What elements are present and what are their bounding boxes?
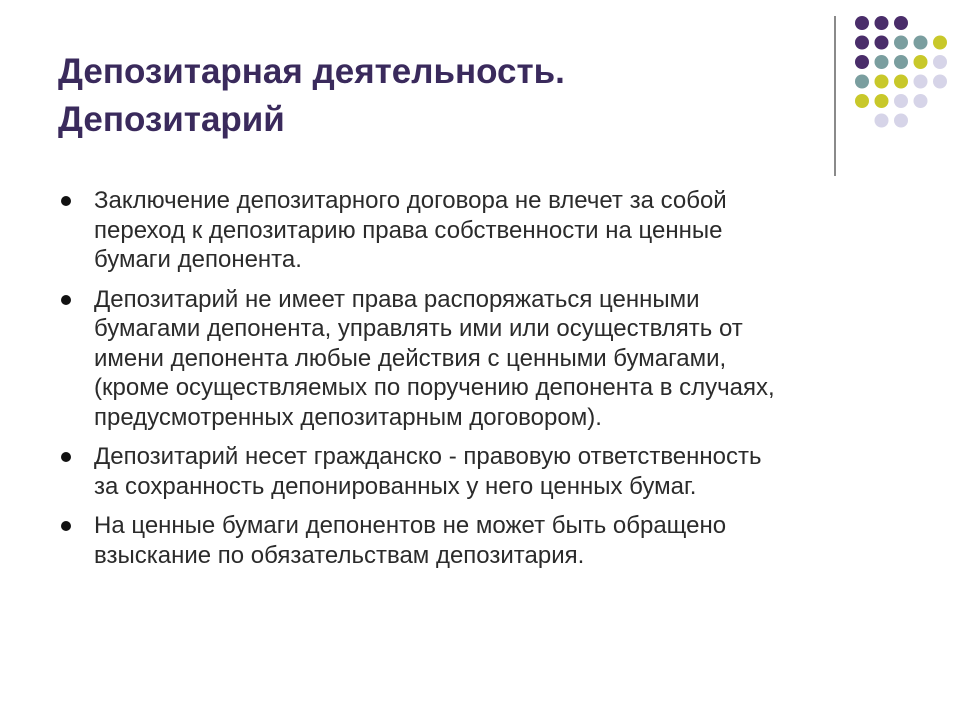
- decorative-dot-grid: [853, 15, 958, 165]
- slide-title: [58, 48, 798, 144]
- decorative-dot: [933, 55, 947, 69]
- slide-title-line-2: Депозитарий: [58, 100, 285, 139]
- decorative-dot: [875, 16, 889, 30]
- decorative-dot: [855, 16, 869, 30]
- bullet-text: Заключение депозитарного договора не влечет за собой переход к депозитарию права собственности на ценные бумаги депонента.: [94, 187, 727, 273]
- decorative-dot: [855, 36, 869, 50]
- bullet-item: [60, 442, 900, 501]
- bullet-marker: [61, 452, 71, 462]
- decorative-dot: [875, 55, 889, 69]
- decorative-dot: [855, 55, 869, 69]
- decorative-dot: [914, 55, 928, 69]
- decorative-dot: [894, 55, 908, 69]
- bullet-list: [60, 186, 900, 580]
- decorative-dot: [933, 36, 947, 50]
- decorative-dot: [894, 114, 908, 128]
- decorative-dot: [914, 75, 928, 89]
- decorative-dot: [894, 16, 908, 30]
- bullet-text: Депозитарий несет гражданско - правовую ответственность за сохранность депонированных у него ценных бумаг.: [94, 443, 762, 500]
- bullet-item: [60, 285, 900, 433]
- decorative-dot: [894, 75, 908, 89]
- bullet-marker: [61, 295, 71, 305]
- decorative-dot: [894, 94, 908, 108]
- bullet-marker: [61, 196, 71, 206]
- decorative-dot: [894, 36, 908, 50]
- bullet-item: [60, 511, 900, 570]
- decorative-dot: [914, 94, 928, 108]
- decorative-dot: [875, 36, 889, 50]
- decorative-dot: [855, 75, 869, 89]
- bullet-text: На ценные бумаги депонентов не может быть обращено взыскание по обязательствам депозитария.: [94, 512, 727, 569]
- decorative-dot: [875, 114, 889, 128]
- bullet-item: [60, 186, 900, 275]
- bullet-text: Депозитарий не имеет права распоряжаться ценными бумагами депонента, управлять ими или осуществлять от имени депонента любые действия с ценными бумагами, (кроме осуществляемых по поручению депонента в случаях, предусмотренных депозитарным договором).: [94, 285, 775, 431]
- decorative-dot: [875, 94, 889, 108]
- vertical-divider: [834, 16, 836, 176]
- slide-title-line-1: Депозитарная деятельность.: [58, 52, 565, 91]
- decorative-dot: [875, 75, 889, 89]
- decorative-dot: [914, 36, 928, 50]
- decorative-dot: [933, 75, 947, 89]
- bullet-marker: [61, 521, 71, 531]
- decorative-dot: [855, 94, 869, 108]
